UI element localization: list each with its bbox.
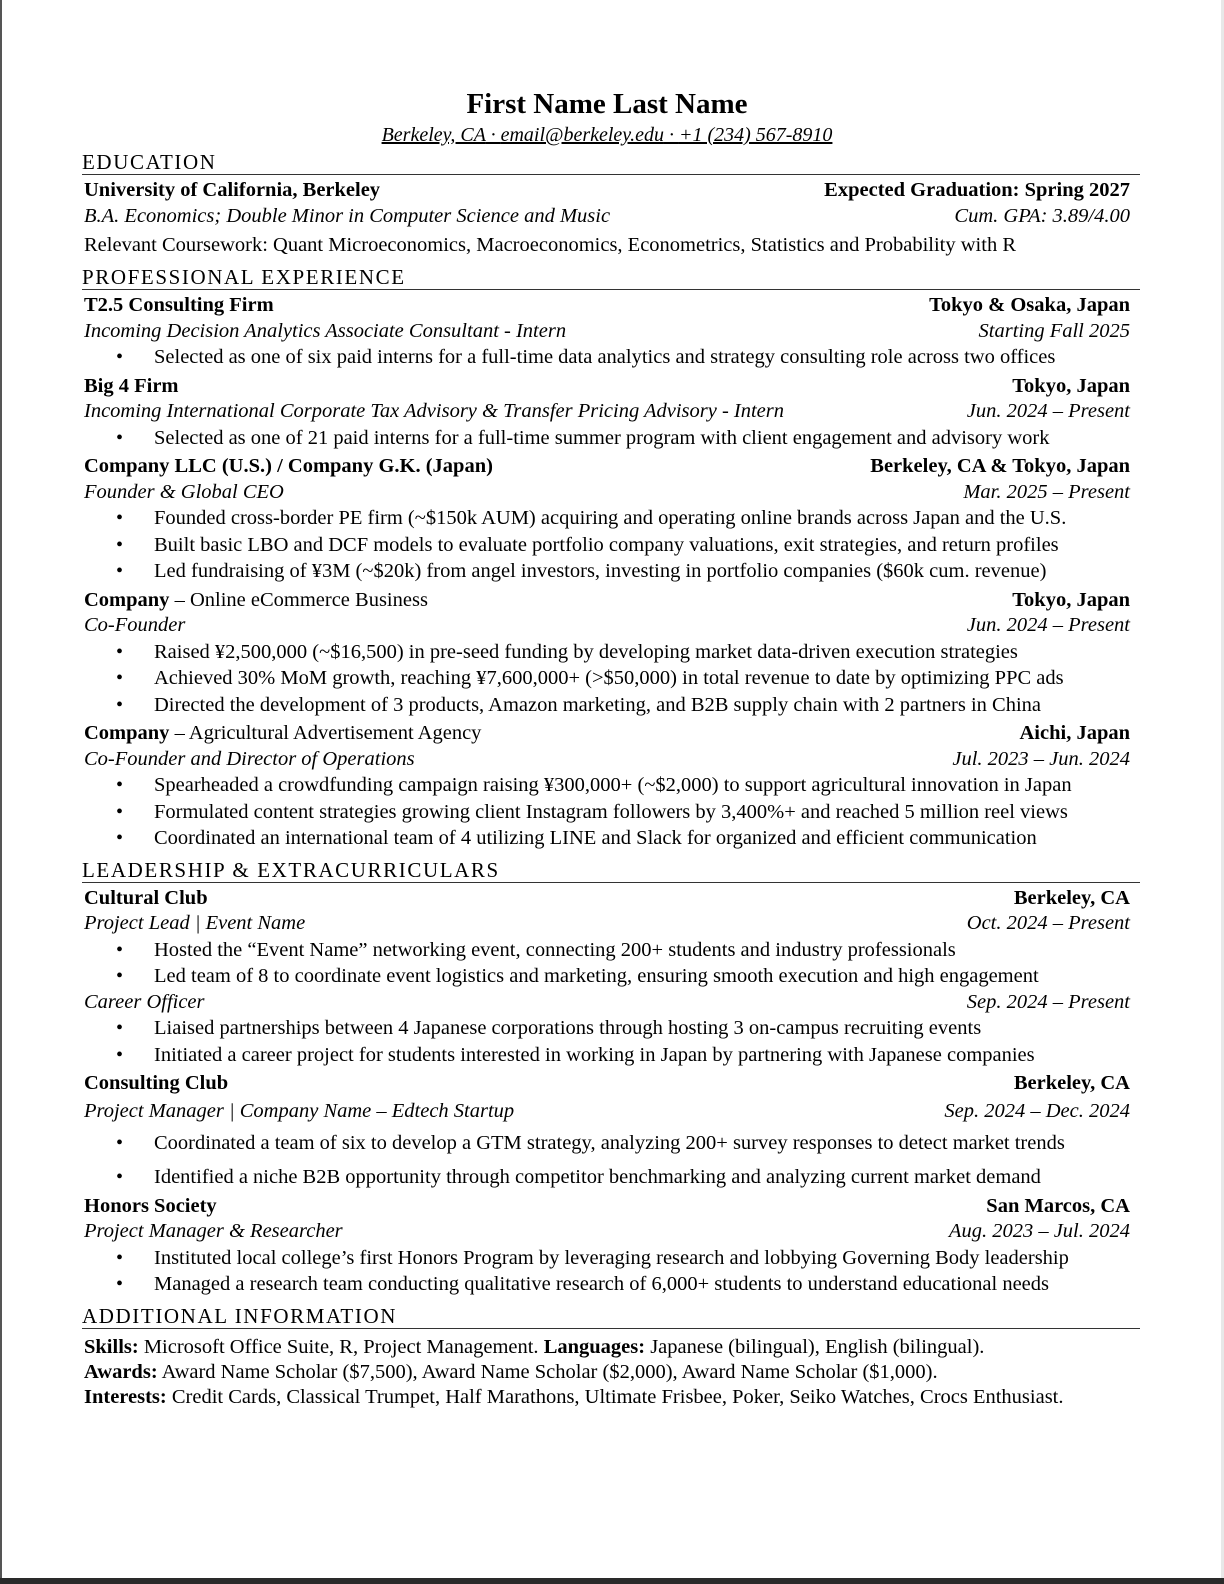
contact-phone: +1 (234) 567-8910: [678, 124, 833, 146]
bullet-item: • Selected as one of 21 paid interns for a full-time summer program with client engagement and advisory work: [84, 425, 1130, 452]
role-dates: Sep. 2024 – Present: [966, 990, 1130, 1013]
org-name: Big 4 Firm: [84, 374, 179, 397]
bullet-item: • Achieved 30% MoM growth, reaching ¥7,600,000+ (>$50,000) in total revenue to date by optimizing PPC ads: [84, 665, 1130, 692]
degree: B.A. Economics; Double Minor in Computer Science and Music: [84, 204, 611, 227]
org-location: Berkeley, CA: [1013, 1072, 1130, 1094]
awards-value: Award Name Scholar ($7,500), Award Name Scholar ($2,000), Award Name Scholar ($1,000).: [157, 1360, 938, 1383]
bullet-item: • Spearheaded a crowdfunding campaign raising ¥300,000+ (~$2,000) to support agricultural innovation in Japan: [84, 772, 1130, 799]
role-dates: Oct. 2024 – Present: [966, 912, 1130, 934]
section-title-additional: ADDITIONAL INFORMATION: [82, 1304, 1140, 1329]
bullet-list: [84, 425, 1130, 452]
interests-label: Interests:: [84, 1385, 167, 1408]
leadership-entry-cultural-club: [84, 886, 1130, 1069]
role-title: Incoming International Corporate Tax Advisory & Transfer Pricing Advisory - Intern: [84, 400, 785, 422]
contact-separator: ·: [485, 124, 501, 146]
bullet-item: • Coordinated an international team of 4 utilizing LINE and Slack for organized and efficient communication: [84, 825, 1130, 852]
bullet-item: • Identified a niche B2B opportunity through competitor benchmarking and analyzing current market demand: [84, 1160, 1130, 1194]
graduation-date: Expected Graduation: Spring 2027: [824, 179, 1130, 201]
skills-label: Skills:: [84, 1335, 139, 1358]
bullet-item: • Selected as one of six paid interns for a full-time data analytics and strategy consulting role across two offices: [84, 344, 1130, 371]
leadership-entry-honors-society: [84, 1194, 1130, 1298]
role-dates: Starting Fall 2025: [978, 319, 1130, 342]
languages-value: Japanese (bilingual), English (bilingual).: [645, 1335, 985, 1358]
experience-entry: [84, 374, 1130, 452]
org-name: Cultural Club: [84, 886, 208, 909]
contact-separator: ·: [663, 124, 679, 146]
role-title: Co-Founder: [84, 614, 186, 636]
role-title: Project Manager | Company Name – Edtech Startup: [84, 1099, 515, 1122]
leadership-entry-consulting-club: [84, 1071, 1130, 1194]
contact-email-link[interactable]: email@berkeley.edu: [500, 124, 664, 146]
role-dates: Aug. 2023 – Jul. 2024: [948, 1220, 1130, 1242]
experience-entry: [84, 588, 1130, 719]
role-title: Career Officer: [84, 990, 205, 1013]
bullet-list: [84, 772, 1130, 852]
experience-entry: [84, 293, 1130, 371]
org-name: T2.5 Consulting Firm: [84, 294, 274, 316]
bullet-item: • Initiated a career project for students interested in working in Japan by partnering with Japanese companies: [84, 1042, 1130, 1069]
org-location: Berkeley, CA & Tokyo, Japan: [870, 455, 1130, 477]
org-location: Berkeley, CA: [1013, 886, 1130, 909]
bullet-list: [84, 344, 1130, 371]
bullet-list: [84, 937, 1130, 990]
role-title: Incoming Decision Analytics Associate Consultant - Intern: [84, 319, 567, 342]
org-name: Company – Online eCommerce Business: [84, 588, 428, 611]
role-title: Co-Founder and Director of Operations: [84, 747, 415, 770]
contact-location: Berkeley, CA: [381, 124, 486, 146]
bullet-list: [84, 505, 1130, 585]
org-name: Consulting Club: [84, 1072, 229, 1094]
role-dates: Jul. 2023 – Jun. 2024: [952, 747, 1130, 770]
bullet-item: • Formulated content strategies growing client Instagram followers by 3,400%+ and reached 5 million reel views: [84, 799, 1130, 826]
experience-entry: [84, 721, 1130, 852]
role-dates: Jun. 2024 – Present: [966, 400, 1130, 422]
bullet-item: • Built basic LBO and DCF models to evaluate portfolio company valuations, exit strategies, and return profiles: [84, 532, 1130, 559]
additional-info: [84, 1335, 1130, 1410]
org-location: Tokyo, Japan: [1012, 374, 1130, 397]
role-title: Founder & Global CEO: [84, 480, 284, 503]
bullet-list: [84, 1015, 1130, 1068]
role-dates: Sep. 2024 – Dec. 2024: [944, 1099, 1130, 1122]
window-bottom-edge: [0, 1578, 1224, 1584]
contact-line: [84, 122, 1130, 148]
school-name: University of California, Berkeley: [84, 179, 381, 201]
section-title-experience: PROFESSIONAL EXPERIENCE: [82, 265, 1140, 290]
bullet-item: • Liaised partnerships between 4 Japanese corporations through hosting 3 on-campus recruiting events: [84, 1015, 1130, 1042]
bullet-list: [84, 639, 1130, 719]
org-location: Tokyo & Osaka, Japan: [929, 294, 1130, 316]
org-location: Tokyo, Japan: [1012, 588, 1130, 611]
bullet-item: • Coordinated a team of six to develop a GTM strategy, analyzing 200+ survey responses to detect market trends: [84, 1126, 1130, 1160]
bullet-list: [84, 1126, 1130, 1194]
bullet-item: • Led fundraising of ¥3M (~$20k) from angel investors, investing in portfolio companies ($60k cum. revenue): [84, 558, 1130, 585]
languages-label: Languages:: [543, 1335, 646, 1358]
role-dates: Mar. 2025 – Present: [963, 480, 1130, 503]
org-location: Aichi, Japan: [1019, 722, 1130, 744]
skills-value: Microsoft Office Suite, R, Project Management.: [138, 1335, 544, 1358]
role-dates: Jun. 2024 – Present: [966, 614, 1130, 636]
bullet-list: [84, 1245, 1130, 1298]
bullet-item: • Instituted local college’s first Honors Program by leveraging research and lobbying Governing Body leadership: [84, 1245, 1130, 1272]
bullet-item: • Managed a research team conducting qualitative research of 6,000+ students to understand educational needs: [84, 1271, 1130, 1298]
awards-line: [84, 1360, 1130, 1385]
candidate-name: First Name Last Name: [466, 88, 748, 120]
role-title: Project Manager & Researcher: [84, 1220, 343, 1242]
experience-entry: [84, 454, 1130, 585]
interests-line: [84, 1385, 1130, 1410]
bullet-item: • Hosted the “Event Name” networking event, connecting 200+ students and industry professionals: [84, 937, 1130, 964]
awards-label: Awards:: [84, 1360, 158, 1383]
org-name: Company – Agricultural Advertisement Agency: [84, 722, 482, 744]
education-entry: [84, 178, 1130, 259]
coursework: Relevant Coursework: Quant Microeconomics, Macroeconomics, Econometrics, Statistics and Probability with R: [84, 234, 1016, 256]
org-location: San Marcos, CA: [986, 1194, 1130, 1217]
bullet-item: • Founded cross-border PE firm (~$150k AUM) acquiring and operating online brands across Japan and the U.S.: [84, 505, 1130, 532]
bullet-item: • Directed the development of 3 products, Amazon marketing, and B2B supply chain with 2 partners in China: [84, 692, 1130, 719]
org-name: Honors Society: [84, 1194, 217, 1217]
bullet-item: • Led team of 8 to coordinate event logistics and marketing, ensuring smooth execution and high engagement: [84, 963, 1130, 990]
section-title-leadership: LEADERSHIP & EXTRACURRICULARS: [82, 858, 1140, 883]
resume-document: [84, 86, 1130, 1410]
section-title-education: EDUCATION: [82, 150, 1140, 175]
bullet-item: • Raised ¥2,500,000 (~$16,500) in pre-seed funding by developing market data-driven execution strategies: [84, 639, 1130, 666]
org-name: Company LLC (U.S.) / Company G.K. (Japan): [84, 455, 493, 477]
role-title: Project Lead | Event Name: [84, 912, 306, 934]
gpa: Cum. GPA: 3.89/4.00: [954, 204, 1130, 227]
interests-value: Credit Cards, Classical Trumpet, Half Marathons, Ultimate Frisbee, Poker, Seiko Watches, Crocs Enthusiast.: [166, 1385, 1064, 1408]
skills-languages-line: [84, 1335, 1130, 1360]
